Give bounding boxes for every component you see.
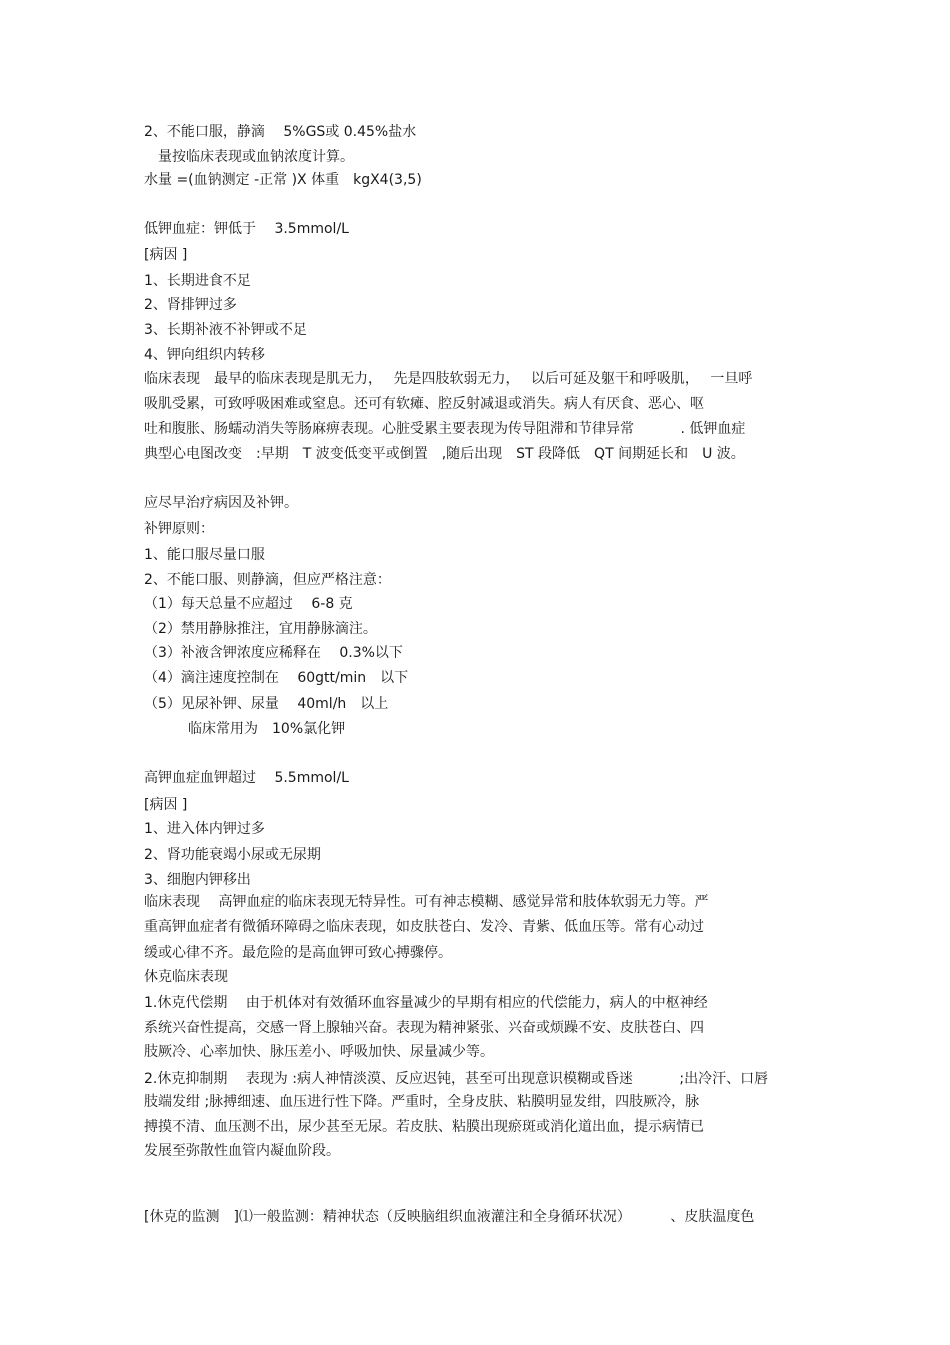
text-line: 重高钾血症者有微循环障碍之临床表现，如皮肤苍白、发冷、青紫、低血压等。常有心动过 <box>144 919 704 935</box>
list-item: 2、不能口服、则静滴，但应严格注意： <box>144 572 391 588</box>
list-item: （4）滴注速度控制在 60gtt/min 以下 <box>144 670 409 686</box>
text-line: 临床表现 最早的临床表现是肌无力， 先是四肢软弱无力， 以后可延及躯干和呼吸肌， 一旦呼 <box>144 371 753 387</box>
text-line: 量按临床表现或血钠浓度计算。 <box>144 149 354 165</box>
list-item: （2）禁用静脉推注，宜用静脉滴注。 <box>144 621 377 637</box>
text-line: 临床表现 高钾血症的临床表现无特异性。可有神志模糊、感觉异常和肢体软弱无力等。严 <box>144 894 709 910</box>
text-line: 应尽早治疗病因及补钾。 <box>144 495 298 511</box>
section-heading: 休克临床表现 <box>144 969 228 985</box>
list-item: 4、钾向组织内转移 <box>144 347 265 363</box>
list-item: 1、能口服尽量口服 <box>144 547 265 563</box>
text-line: 发展至弥散性血管内凝血阶段。 <box>144 1143 340 1159</box>
text-line: 1.休克代偿期 由于机体对有效循环血容量减少的早期有相应的代偿能力，病人的中枢神经 <box>144 995 708 1011</box>
list-item: 3、长期补液不补钾或不足 <box>144 322 307 338</box>
text-line: 肢厥冷、心率加快、脉压差小、呼吸加快、尿量减少等。 <box>144 1044 494 1060</box>
text-line: 2.休克抑制期 表现为 :病人神情淡漠、反应迟钝，甚至可出现意识模糊或昏迷 ;出冷汗、口唇 <box>144 1071 769 1087</box>
list-item: 1、进入体内钾过多 <box>144 821 265 837</box>
text-line: 临床常用为 10%氯化钾 <box>188 721 346 737</box>
text-line: [休克的监测 ]⑴一般监测：精神状态（反映脑组织血液灌注和全身循环状况） 、皮肤温度色 <box>144 1209 755 1225</box>
text-line: 吸肌受累，可致呼吸困难或窒息。还可有软瘫、腔反射减退或消失。病人有厌食、恶心、呕 <box>144 396 704 412</box>
text-line: 搏摸不清、血压测不出，尿少甚至无尿。若皮肤、粘膜出现瘀斑或消化道出血，提示病情已 <box>144 1119 704 1135</box>
text-line: 缓或心律不齐。最危险的是高血钾可致心搏骤停。 <box>144 945 452 961</box>
section-heading: 高钾血症血钾超过 5.5mmol/L <box>144 770 349 786</box>
text-line: [病因 ] <box>144 247 188 263</box>
text-line: 系统兴奋性提高，交感一肾上腺轴兴奋。表现为精神紧张、兴奋或烦躁不安、皮肤苍白、四 <box>144 1020 704 1036</box>
text-line: 补钾原则： <box>144 521 214 537</box>
list-item: （1）每天总量不应超过 6-8 克 <box>144 596 353 612</box>
list-item: （3）补液含钾浓度应稀释在 0.3%以下 <box>144 645 403 661</box>
list-item: 2、肾排钾过多 <box>144 297 237 313</box>
list-item: （5）见尿补钾、尿量 40ml/h 以上 <box>144 696 389 712</box>
text-line: 肢端发绀 ;脉搏细速、血压进行性下降。严重时，全身皮肤、粘膜明显发绀，四肢厥冷，脉 <box>144 1094 700 1110</box>
text-line: 水量 =(血钠测定 -正常 )X 体重 kgX4(3,5) <box>144 172 422 188</box>
text-line: 2、不能口服，静滴 5%GS或 0.45%盐水 <box>144 124 417 140</box>
section-heading: 低钾血症：钾低于 3.5mmol/L <box>144 221 349 237</box>
text-line: 吐和腹胀、肠蠕动消失等肠麻痹表现。心脏受累主要表现为传导阻滞和节律异常 . 低钾血症 <box>144 421 746 437</box>
text-line: [病因 ] <box>144 797 188 813</box>
text-line: 典型心电图改变 :早期 T 波变低变平或倒置 ,随后出现 ST 段降低 QT 间期延长和 U 波。 <box>144 446 745 462</box>
list-item: 2、肾功能衰竭小尿或无尿期 <box>144 847 321 863</box>
list-item: 3、细胞内钾移出 <box>144 872 251 888</box>
list-item: 1、长期进食不足 <box>144 273 251 289</box>
